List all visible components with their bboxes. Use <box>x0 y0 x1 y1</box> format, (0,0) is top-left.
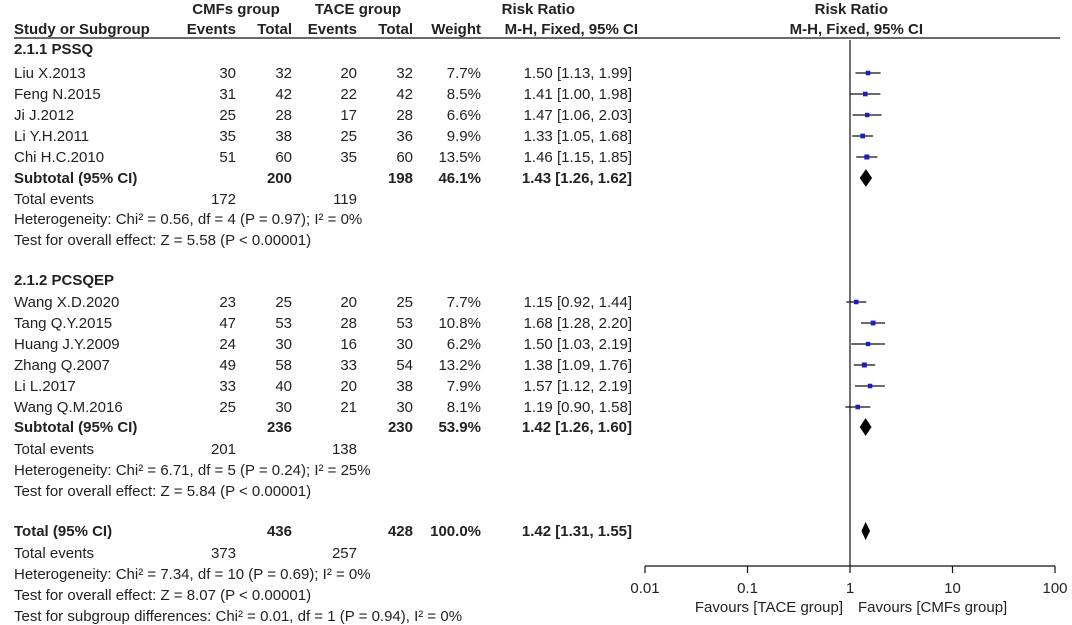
table-row <box>14 65 632 82</box>
total-events-label: Total events <box>14 545 95 562</box>
heterogeneity-text: Heterogeneity: Chi² = 6.71, df = 5 (P = 0.24); I² = 25% <box>14 462 371 479</box>
risk-ratio-ci: 1.68 [1.28, 2.20] <box>523 315 632 332</box>
study-name: Wang Q.M.2016 <box>14 399 123 416</box>
risk-ratio-ci: 1.33 [1.05, 1.68] <box>523 128 632 145</box>
weight: 7.9% <box>446 378 481 395</box>
table-row <box>14 378 632 395</box>
total-2: 28 <box>396 107 413 124</box>
events-1: 51 <box>219 149 236 166</box>
header-tace-group: TACE group <box>314 1 402 18</box>
events-2: 20 <box>340 65 357 82</box>
header-total-2: Total <box>378 21 413 38</box>
table-row <box>14 336 632 353</box>
total-ci: 1.42 [1.31, 1.55] <box>521 523 632 540</box>
total-2: 60 <box>396 149 413 166</box>
x-axis-ticks <box>630 566 1067 597</box>
events-1: 23 <box>219 294 236 311</box>
events-2: 17 <box>340 107 357 124</box>
total-2: 42 <box>396 86 413 103</box>
risk-ratio-ci: 1.50 [1.03, 2.19] <box>523 336 632 353</box>
study-name: Huang J.Y.2009 <box>14 336 120 353</box>
table-row <box>14 315 632 332</box>
table-row <box>14 128 632 145</box>
x-tick-label: 10 <box>944 580 961 597</box>
study-name: Tang Q.Y.2015 <box>14 315 113 332</box>
x-tick-label: 100 <box>1042 580 1068 597</box>
events-2: 16 <box>340 336 357 353</box>
total-1: 38 <box>275 128 292 145</box>
risk-ratio-ci: 1.19 [0.90, 1.58] <box>523 399 632 416</box>
risk-ratio-ci: 1.57 [1.12, 2.19] <box>523 378 632 395</box>
table-row <box>14 399 632 416</box>
overall-effect-text: Test for overall effect: Z = 8.07 (P < 0.00001) <box>14 587 312 604</box>
header-study: Study or Subgroup <box>14 21 150 38</box>
total-1: 40 <box>275 378 292 395</box>
study-name: Feng N.2015 <box>14 86 101 103</box>
weight: 7.7% <box>446 294 481 311</box>
total-weight: 100.0% <box>430 523 481 540</box>
total-2: 32 <box>396 65 413 82</box>
subtotal-row-1 <box>14 170 632 187</box>
subtotal-weight: 53.9% <box>438 419 481 436</box>
header-row-1 <box>192 1 888 18</box>
events-2: 21 <box>340 399 357 416</box>
weight: 8.1% <box>446 399 481 416</box>
forest-graphic <box>630 40 1067 597</box>
study-name: Wang X.D.2020 <box>14 294 120 311</box>
weight: 13.2% <box>438 357 481 374</box>
total-1: 53 <box>275 315 292 332</box>
table-row <box>14 86 632 103</box>
subtotal-label: Subtotal (95% CI) <box>14 419 138 436</box>
events-2: 20 <box>340 294 357 311</box>
total-events-1: 201 <box>210 441 236 458</box>
subtotal-weight: 46.1% <box>438 170 481 187</box>
total-1: 42 <box>275 86 292 103</box>
events-1: 31 <box>219 86 236 103</box>
total-2: 53 <box>396 315 413 332</box>
overall-effect-text: Test for overall effect: Z = 5.84 (P < 0.00001) <box>14 483 312 500</box>
total-events-2: 257 <box>331 545 357 562</box>
subtotal-total-2: 198 <box>387 170 413 187</box>
events-1: 33 <box>219 378 236 395</box>
x-tick-label: 0.1 <box>737 580 758 597</box>
effect-markers <box>845 71 885 539</box>
point-estimate <box>855 405 860 410</box>
weight: 6.6% <box>446 107 481 124</box>
subtotal-row-2 <box>14 419 632 436</box>
events-1: 25 <box>219 107 236 124</box>
events-1: 49 <box>219 357 236 374</box>
weight: 9.9% <box>446 128 481 145</box>
total-2: 36 <box>396 128 413 145</box>
risk-ratio-ci: 1.47 [1.06, 2.03] <box>523 107 632 124</box>
risk-ratio-ci: 1.50 [1.13, 1.99] <box>523 65 632 82</box>
point-estimate <box>868 384 873 389</box>
table-row <box>14 294 632 311</box>
point-estimate <box>871 321 876 326</box>
events-2: 33 <box>340 357 357 374</box>
overall-effect-text: Test for overall effect: Z = 5.58 (P < 0.00001) <box>14 232 312 249</box>
favours-right-label: Favours [CMFs group] <box>858 599 1008 616</box>
favours-left-label: Favours [TACE group] <box>694 599 843 616</box>
header-events-1: Events <box>186 21 236 38</box>
events-1: 25 <box>219 399 236 416</box>
total-1: 25 <box>275 294 292 311</box>
events-2: 28 <box>340 315 357 332</box>
subtotal-ci: 1.42 [1.26, 1.60] <box>521 419 632 436</box>
point-estimate <box>866 71 871 76</box>
events-2: 22 <box>340 86 357 103</box>
point-estimate <box>860 134 865 139</box>
total-1: 58 <box>275 357 292 374</box>
study-name: Chi H.C.2010 <box>14 149 105 166</box>
risk-ratio-ci: 1.41 [1.00, 1.98] <box>523 86 632 103</box>
point-estimate <box>864 154 869 159</box>
subtotal-total-1: 200 <box>266 170 292 187</box>
weight: 7.7% <box>446 65 481 82</box>
events-2: 35 <box>340 149 357 166</box>
total-2: 30 <box>396 336 413 353</box>
total-total-2: 428 <box>387 523 413 540</box>
header-method-left: M-H, Fixed, 95% CI <box>504 21 638 38</box>
events-2: 20 <box>340 378 357 395</box>
total-events-2: 138 <box>331 441 357 458</box>
header-row-2 <box>14 21 923 38</box>
study-name: Li L.2017 <box>14 378 76 395</box>
study-name: Li Y.H.2011 <box>14 128 90 145</box>
point-estimate <box>862 363 867 368</box>
study-name: Zhang Q.2007 <box>14 357 110 374</box>
heterogeneity-text: Heterogeneity: Chi² = 0.56, df = 4 (P = 0.97); I² = 0% <box>14 211 363 228</box>
subgroup-2-studies <box>14 294 632 416</box>
x-tick-label: 0.01 <box>630 580 660 597</box>
total-2: 25 <box>396 294 413 311</box>
subgroup-1-summary <box>14 191 362 249</box>
header-method-right: M-H, Fixed, 95% CI <box>789 21 923 38</box>
study-name: Liu X.2013 <box>14 65 86 82</box>
header-risk-ratio-left: Risk Ratio <box>501 1 575 18</box>
total-2: 38 <box>396 378 413 395</box>
header-weight: Weight <box>431 21 481 38</box>
point-estimate <box>863 92 868 97</box>
total-2: 54 <box>396 357 413 374</box>
subtotal-ci: 1.43 [1.26, 1.62] <box>521 170 632 187</box>
events-2: 25 <box>340 128 357 145</box>
subgroup-2-summary <box>14 441 371 500</box>
summary-diamond <box>862 523 869 539</box>
total-label: Total (95% CI) <box>14 523 113 540</box>
weight: 8.5% <box>446 86 481 103</box>
events-1: 24 <box>219 336 236 353</box>
x-tick-label: 1 <box>845 580 855 597</box>
header-cmfs-group: CMFs group <box>192 1 280 18</box>
summary-diamond <box>860 419 871 435</box>
subtotal-total-1: 236 <box>266 419 292 436</box>
total-1: 60 <box>275 149 292 166</box>
subtotal-label: Subtotal (95% CI) <box>14 170 138 187</box>
total-2: 30 <box>396 399 413 416</box>
point-estimate <box>854 300 859 305</box>
point-estimate <box>865 113 869 117</box>
table-row <box>14 107 632 124</box>
total-events-2: 119 <box>333 191 357 208</box>
weight: 6.2% <box>446 336 481 353</box>
total-events-1: 172 <box>210 191 236 208</box>
weight: 13.5% <box>438 149 481 166</box>
total-1: 32 <box>275 65 292 82</box>
weight: 10.8% <box>438 315 481 332</box>
risk-ratio-ci: 1.38 [1.09, 1.76] <box>523 357 632 374</box>
risk-ratio-ci: 1.46 [1.15, 1.85] <box>523 149 632 166</box>
total-events-1: 373 <box>210 545 236 562</box>
subgroup-title-2: 2.1.2 PCSQEP <box>14 272 115 289</box>
point-estimate <box>866 342 870 346</box>
total-total-1: 436 <box>266 523 292 540</box>
header-risk-ratio-right: Risk Ratio <box>814 1 888 18</box>
study-name: Ji J.2012 <box>14 107 75 124</box>
total-events-label: Total events <box>14 191 95 208</box>
table-row <box>14 149 632 166</box>
total-1: 30 <box>275 399 292 416</box>
subtotal-total-2: 230 <box>387 419 413 436</box>
total-summary <box>14 545 462 625</box>
events-1: 47 <box>219 315 236 332</box>
subgroup-1-studies <box>14 65 632 166</box>
total-1: 28 <box>275 107 292 124</box>
summary-diamond <box>860 170 871 186</box>
events-1: 35 <box>219 128 236 145</box>
subgroup-differences-text: Test for subgroup differences: Chi² = 0.01, df = 1 (P = 0.94), I² = 0% <box>14 608 463 625</box>
header-total-1: Total <box>257 21 292 38</box>
total-row <box>14 523 632 540</box>
risk-ratio-ci: 1.15 [0.92, 1.44] <box>523 294 632 311</box>
table-row <box>14 357 632 374</box>
total-1: 30 <box>275 336 292 353</box>
subgroup-title-1: 2.1.1 PSSQ <box>14 41 94 58</box>
header-events-2: Events <box>307 21 357 38</box>
heterogeneity-text: Heterogeneity: Chi² = 7.34, df = 10 (P = 0.69); I² = 0% <box>14 566 371 583</box>
total-events-label: Total events <box>14 441 95 458</box>
events-1: 30 <box>219 65 236 82</box>
